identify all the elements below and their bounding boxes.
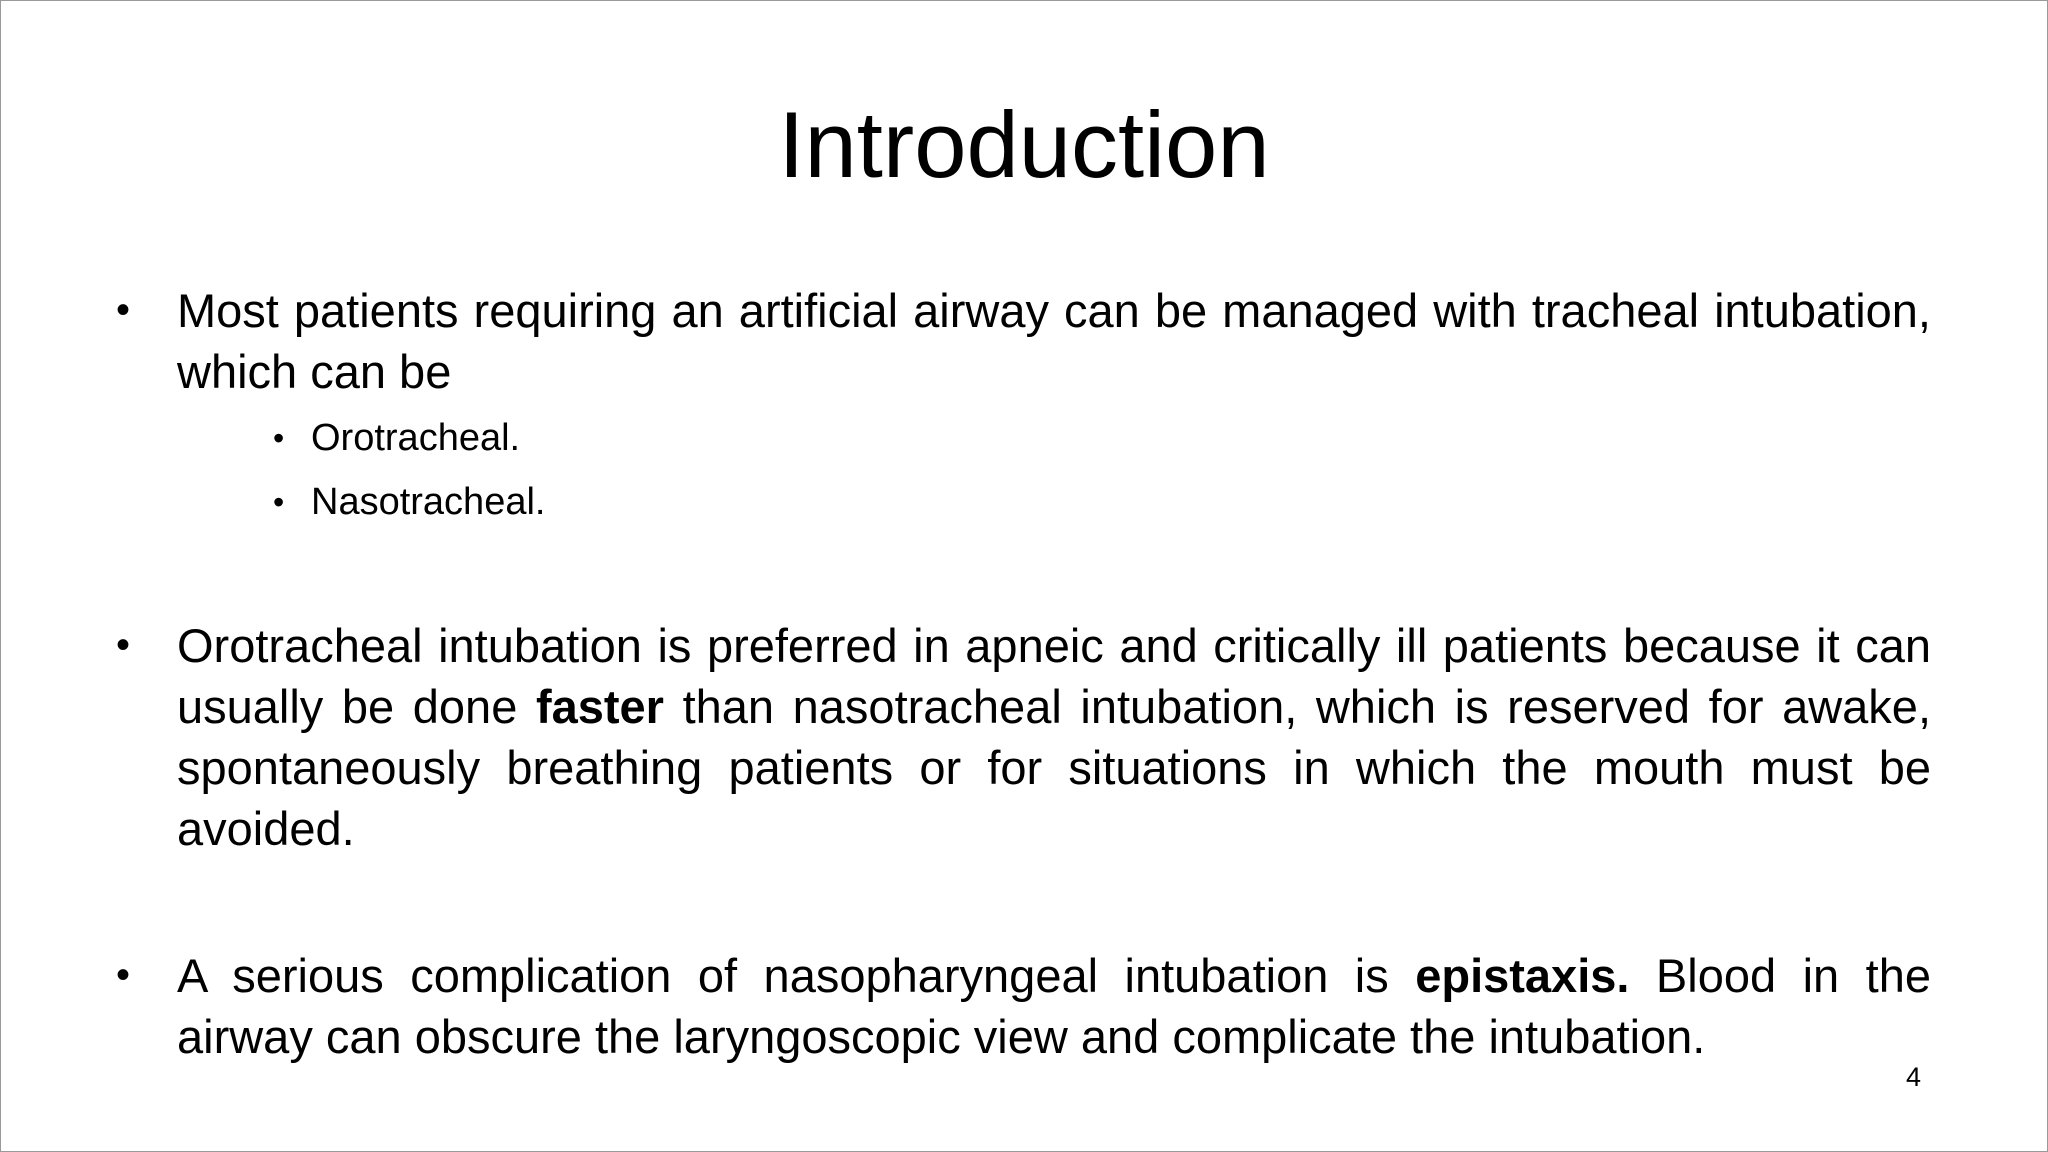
bullet-text-part: Orotracheal intubation is preferred in apneic and critically ill patients because it can usually be done	[177, 619, 1931, 733]
bullet-marker: •	[116, 623, 131, 667]
bullet-bold-text: epistaxis.	[1415, 949, 1630, 1002]
bullet-marker: •	[116, 953, 131, 997]
bullet-text-part: Blood in the airway can obscure the laryngoscopic view and complicate the intubation.	[177, 949, 1931, 1063]
sub-bullet-text: Nasotracheal.	[311, 481, 546, 523]
bullet-bold-text: faster	[535, 680, 664, 733]
bullet-text-part: than nasotracheal intubation, which is reserved for awake, spontaneously breathing patients or for situations in which the mouth must be avoided.	[177, 680, 1931, 855]
sub-bullet-marker: •	[273, 420, 285, 456]
bullet-text	[177, 945, 1931, 1067]
bullet-text-part: A serious complication of nasopharyngeal intubation is	[177, 949, 1416, 1002]
bullet-text: Most patients requiring an artificial airway can be managed with tracheal intubation, which can be	[177, 284, 1931, 398]
page-number: 4	[1906, 1062, 1922, 1092]
bullet-marker: •	[116, 288, 131, 332]
bullet-text	[177, 615, 1931, 859]
slide-title: Introduction	[778, 92, 1270, 197]
sub-bullet-marker: •	[273, 484, 285, 520]
sub-bullet-text: Orotracheal.	[311, 417, 521, 459]
